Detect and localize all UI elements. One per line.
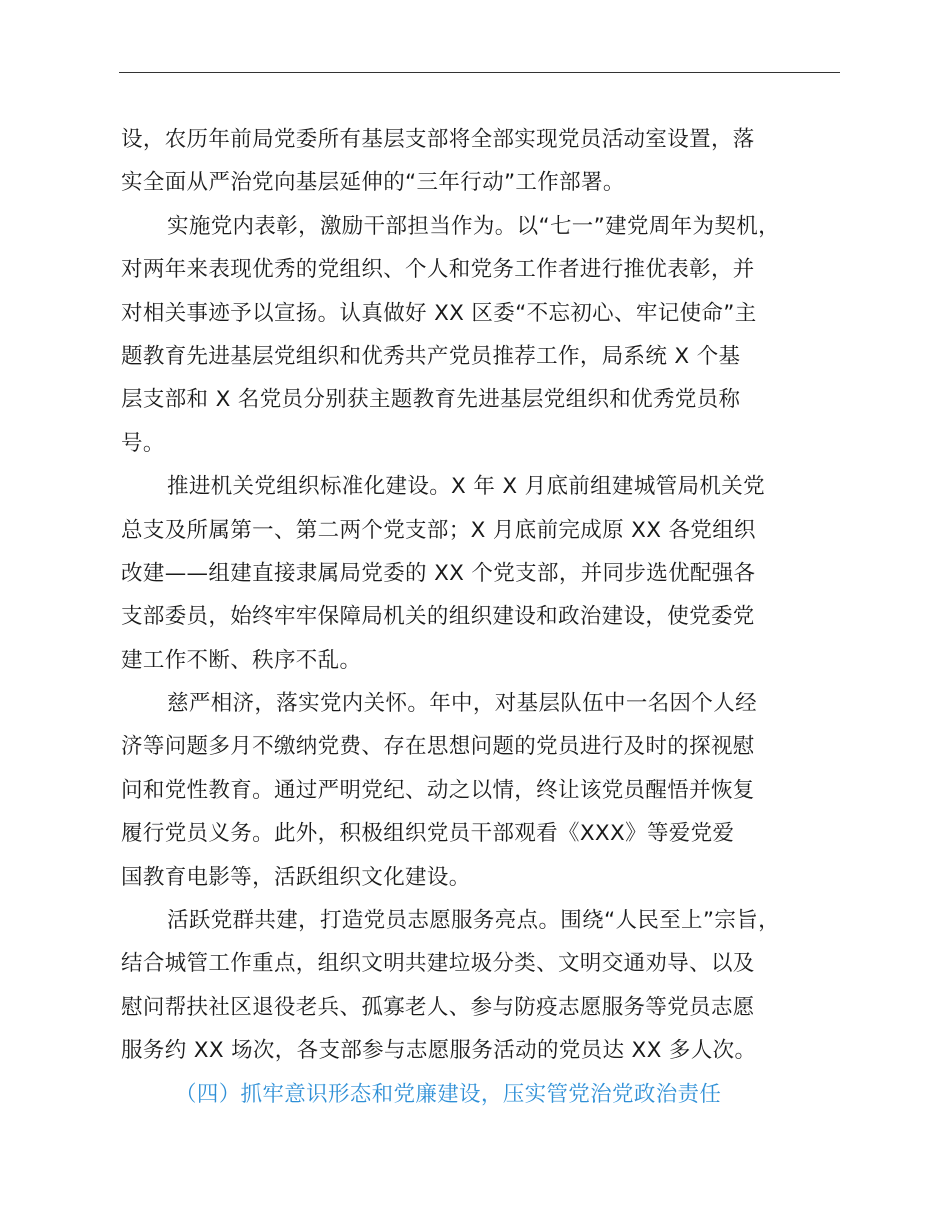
paragraph-start-line: 慈严相济，落实党内关怀。年中，对基层队伍中一名因个人经: [167, 691, 757, 717]
text-line: 对相关事迹予以宣扬。认真做好 XX 区委“不忘初心、牢记使命”主: [121, 300, 757, 326]
text-line: 问和党性教育。通过严明党纪、动之以情，终让该党员醒悟并恢复: [121, 777, 755, 803]
text-line: 改建——组建直接隶属局党委的 XX 个党支部，并同步选优配强各: [121, 560, 756, 586]
body-text: [121, 118, 843, 1116]
text-line: 建工作不断、秩序不乱。: [121, 647, 362, 673]
text-line: 国教育电影等，活跃组织文化建设。: [121, 864, 471, 890]
paragraph-start-line: 实施党内表彰，激励干部担当作为。以“七一”建党周年为契机，: [167, 213, 780, 239]
text-line: 济等问题多月不缴纳党费、存在思想问题的党员进行及时的探视慰: [121, 734, 755, 760]
text-line: 结合城管工作重点，组织文明共建垃圾分类、文明交通劝导、以及: [121, 951, 755, 977]
paragraph-start-line: 活跃党群共建，打造党员志愿服务亮点。围绕“人民至上”宗旨，: [167, 908, 780, 934]
text-line: 慰问帮扶社区退役老兵、孤寡老人、参与防疫志愿服务等党员志愿: [121, 994, 755, 1020]
text-line: 对两年来表现优秀的党组织、个人和党务工作者进行推优表彰，并: [121, 257, 755, 283]
text-line: 总支及所属第一、第二两个党支部；X 月底前完成原 XX 各党组织: [121, 517, 756, 543]
text-line: 履行党员义务。此外，积极组织党员干部观看《XXX》等爱党爱: [121, 821, 735, 847]
text-line: 服务约 XX 场次，各支部参与志愿服务活动的党员达 XX 多人次。: [121, 1038, 757, 1064]
text-line: 号。: [121, 430, 165, 456]
paragraph-start-line: 推进机关党组织标准化建设。X 年 X 月底前组建城管局机关党: [167, 474, 765, 500]
text-line: 设，农历年前局党委所有基层支部将全部实现党员活动室设置，落: [121, 127, 755, 152]
text-line: 层支部和 X 名党员分别获主题教育先进基层党组织和优秀党员称: [121, 387, 741, 413]
text-line: 实全面从严治党向基层延伸的“三年行动”工作部署。: [121, 170, 625, 196]
text-line: 支部委员，始终牢牢保障局机关的组织建设和政治建设，使党委党: [121, 604, 755, 630]
section-heading-text: （四）抓牢意识形态和党廉建设，压实管党治党政治责任: [175, 1081, 722, 1107]
text-line: 题教育先进基层党组织和优秀共产党员推荐工作，局系统 X 个基: [121, 343, 741, 369]
section-heading: [121, 1073, 843, 1116]
header-rule: [119, 72, 840, 73]
